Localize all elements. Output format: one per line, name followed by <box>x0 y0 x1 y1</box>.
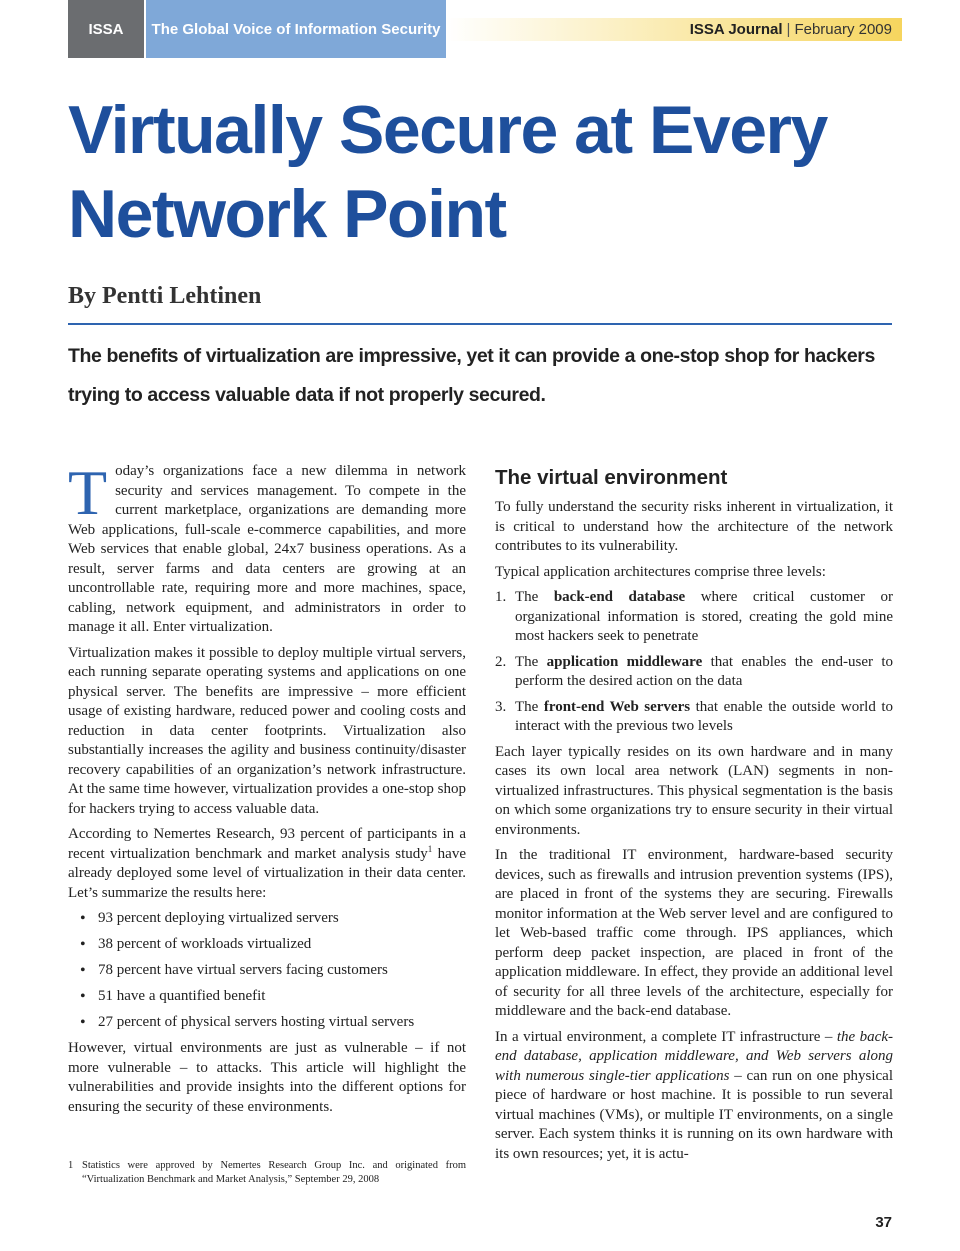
virtual-text-a: In a virtual environment, a complete IT infrastructure – <box>495 1028 837 1045</box>
list-term: front-end Web servers <box>543 698 691 715</box>
drop-cap: T <box>68 457 108 528</box>
vulnerability-paragraph: However, virtual environments are just as vulnerable – if not more vulnerable – to attacks. This article will highlight the vulnerabilities and provide insights into the different options for ensuring the security of these environments. <box>68 1040 466 1115</box>
list-item <box>495 653 893 692</box>
levels-list <box>495 588 893 737</box>
footnote-number: 1 <box>68 1160 74 1171</box>
header-tagline: The Global Voice of Information Security <box>151 20 441 38</box>
footnote <box>68 1159 466 1187</box>
page-number: 37 <box>875 1214 892 1231</box>
results-list <box>68 909 466 1033</box>
journal-separator: | <box>786 21 791 38</box>
journal-date: February 2009 <box>794 21 892 38</box>
list-item: • 38 percent of workloads virtualized <box>98 935 466 955</box>
footnote-ref: 1 <box>427 843 433 854</box>
list-text: The <box>515 698 544 715</box>
header-org-tab <box>68 0 144 58</box>
levels-intro: Typical application architectures comprise three levels: <box>495 563 826 580</box>
left-column <box>68 457 466 1123</box>
list-item: • 27 percent of physical servers hosting virtual servers <box>98 1013 466 1033</box>
virtual-environment-paragraph <box>495 1028 893 1165</box>
list-item: • 93 percent deploying virtualized servers <box>98 909 466 929</box>
article-title: Virtually Secure at Every Network Point <box>68 92 827 252</box>
nemertes-text-b: have already deployed some level of virtualization in their data center. Let’s summarize the results here: <box>68 845 466 901</box>
intro-text: oday’s organizations face a new dilemma in network security and services management. To compete in the current marketplace, organizations are demanding more Web applications, full-scale e-commerce capabilities, and more Web services that enable global, 24x7 business operations. As a result, server farms and data centers are growing at an uncontrollable rate, requiring more and more machines, space, cabling, network equipment, and administrators in order to manage it all. Enter virtualization. <box>68 463 466 635</box>
list-text: The <box>515 589 554 605</box>
header-journal-bar <box>446 18 902 41</box>
section-heading: The virtual environment <box>495 466 728 489</box>
list-item: • 78 percent have virtual servers facing customers <box>98 961 466 981</box>
architecture-paragraph: To fully understand the security risks inherent in virtualization, it is critical to understand how the architecture of the network contributes to its vulnerability. <box>495 499 893 554</box>
list-number: 3. <box>495 698 507 715</box>
header-tagline-tab <box>146 0 446 58</box>
list-term: back-end database <box>553 589 686 605</box>
virtual-text-italic: the back-end database, application middleware, and Web servers along with numerous single-tier applications <box>495 1028 893 1084</box>
list-item <box>495 588 893 647</box>
title-divider <box>68 323 892 325</box>
virtualization-paragraph: Virtualization makes it possible to deploy multiple virtual servers, each running separate operating systems and applications on one physical server. The benefits are impressive – more efficient usage of existing hardware, reduced power and cooling costs and reduction in data center footprints. Virtualization also substantially increases the agility and business continuity/disaster recovery capabilities of an organization’s network infrastructure. At the same time however, virtualization provides a one-stop shop for hackers trying to access valuable data. <box>68 644 466 817</box>
nemertes-text-a: According to Nemertes Research, 93 percent of participants in a recent virtualization benchmark and market analysis study <box>68 826 466 862</box>
intro-paragraph <box>68 457 466 638</box>
list-text: where critical customer or organizational information is stored, creating the gold mine most hackers seek to penetrate <box>515 589 893 644</box>
list-text: that enable the outside world to interact with the previous two levels <box>515 698 894 734</box>
list-item: • 51 have a quantified benefit <box>98 987 466 1007</box>
layers-paragraph: Each layer typically resides on its own hardware and in many cases its own local area network (LAN) segments in non-virtualized infrastructures. This physical segmentation is the basis on which some organizations try to ensure security in their virtual environments. <box>495 743 893 838</box>
footnote-text: Statistics were approved by Nemertes Research Group Inc. and originated from “Virtualization Benchmark and Market Analysis,” September 29, 2008 <box>82 1160 466 1185</box>
list-term: application middleware <box>546 653 703 670</box>
article-deck: The benefits of virtualization are impressive, yet it can provide a one-stop shop for hackers trying to access valuable data if not properly secured. <box>68 345 875 406</box>
list-text: The <box>515 653 547 670</box>
right-column <box>495 466 893 1170</box>
virtual-text-b: – can run on one physical piece of hardware or host machine. It is possible to run several virtual machines (VMs), or multiple IT environments, on a single server. Each system thinks it is running on its own hardware with its own resources; yet, it is actu- <box>495 1067 893 1162</box>
list-number: 2. <box>495 653 507 670</box>
traditional-it-paragraph: In the traditional IT environment, hardware-based security devices, such as firewalls and intrusion prevention systems (IPS), are placed in front of the systems they are securing. Firewalls monitor information at the Web server level and are configured to let Web-based traffic come through. IPS appliances, which perform deep packet inspection, are placed in front of the application middleware. In effect, they provide an additional level of security for all three levels of the architecture, especially for middleware and the back-end database. <box>495 847 893 1019</box>
list-number: 1. <box>495 589 507 605</box>
article-byline: By Pentti Lehtinen <box>68 283 262 309</box>
list-item <box>495 698 893 737</box>
header-org-label: ISSA <box>88 20 124 38</box>
journal-name: ISSA Journal <box>689 21 783 38</box>
list-text: that enables the end-user to perform the desired action on the data <box>515 653 894 689</box>
nemertes-paragraph <box>68 825 466 903</box>
